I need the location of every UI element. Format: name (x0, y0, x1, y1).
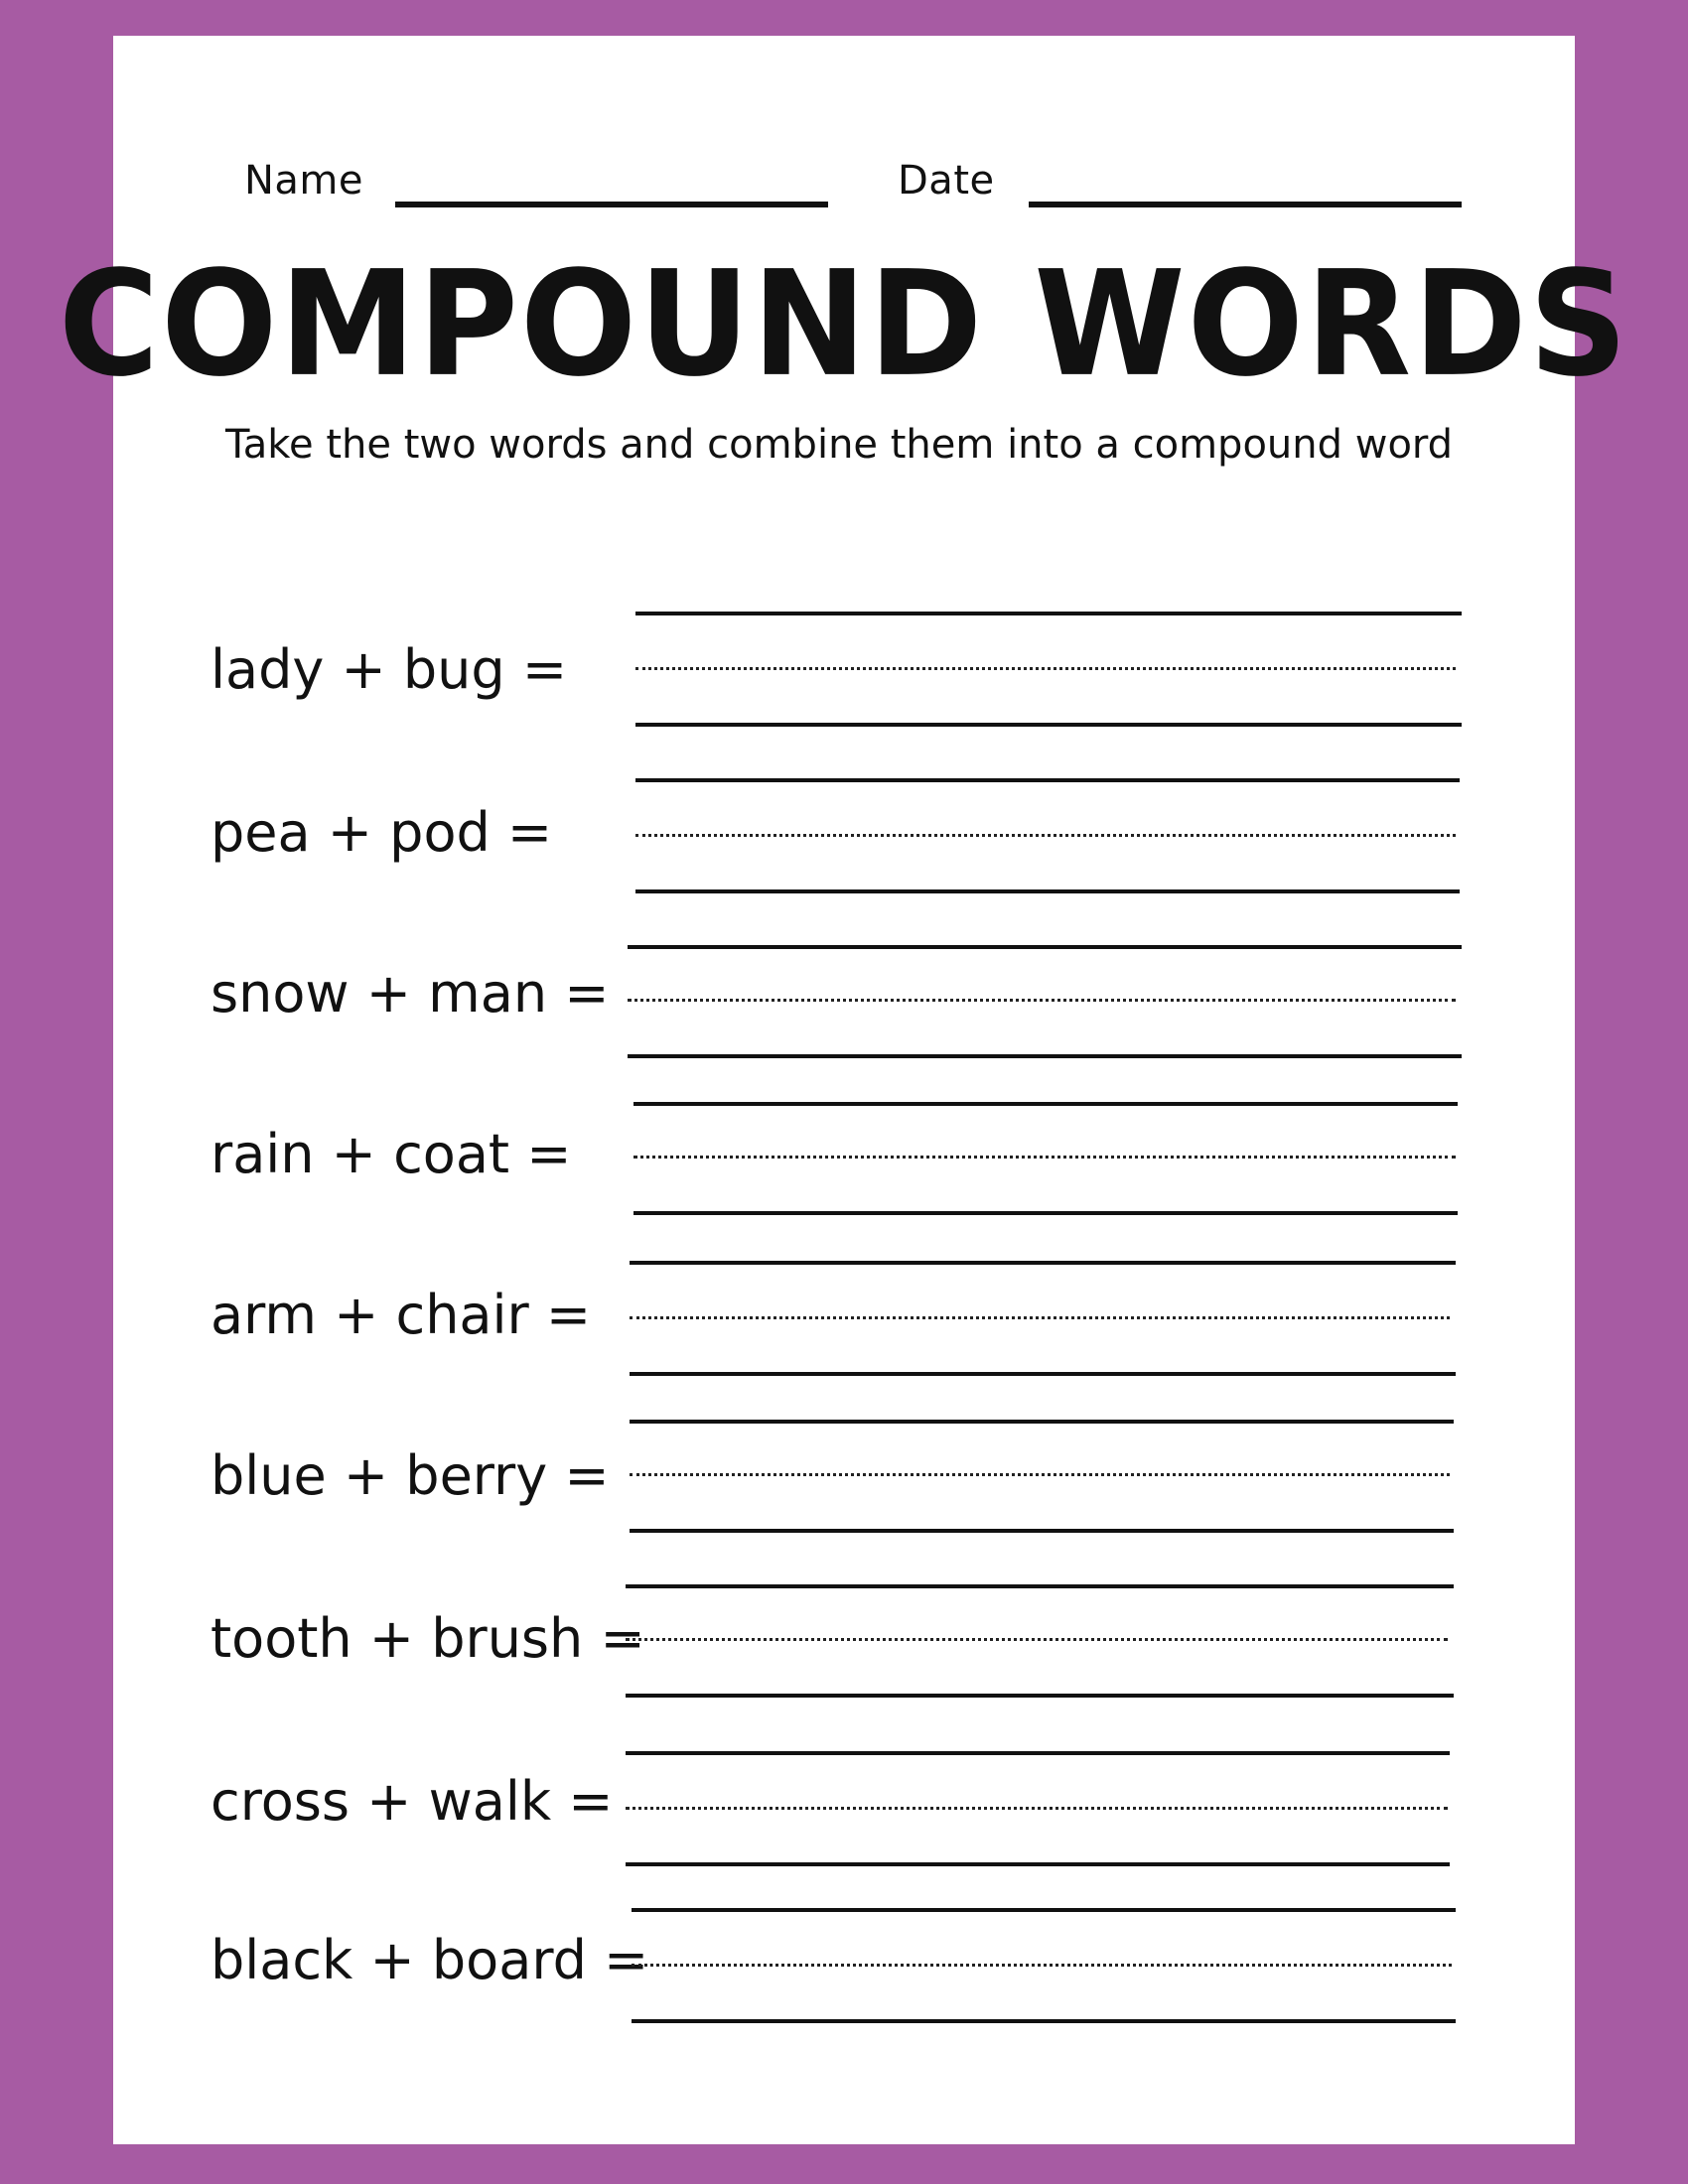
problem-row-2 (0, 774, 1688, 893)
answer-line-top (630, 1420, 1454, 1424)
answer-line-dotted (635, 667, 1456, 670)
answer-line-top (630, 1261, 1456, 1265)
equation-text: arm + chair = (211, 1284, 592, 1346)
page-title: COMPOUND WORDS (58, 239, 1630, 409)
date-field[interactable] (1029, 202, 1462, 207)
answer-line-top (626, 1751, 1450, 1755)
answer-line-top (626, 1584, 1454, 1588)
equation-text: snow + man = (211, 962, 610, 1024)
answer-field[interactable] (628, 1054, 1462, 1058)
problem-row-5 (0, 1257, 1688, 1376)
problem-row-1 (0, 608, 1688, 727)
answer-field[interactable] (633, 1211, 1458, 1215)
answer-line-dotted (630, 1473, 1450, 1476)
answer-line-top (635, 778, 1460, 782)
answer-field[interactable] (630, 1372, 1456, 1376)
equation-text: cross + walk = (211, 1770, 614, 1833)
answer-line-dotted (632, 1964, 1452, 1967)
answer-field[interactable] (626, 1862, 1450, 1866)
equation-text: lady + bug = (211, 638, 568, 701)
answer-field[interactable] (635, 723, 1462, 727)
name-field[interactable] (395, 202, 828, 207)
problem-row-7 (0, 1580, 1688, 1700)
date-label: Date (898, 158, 995, 204)
problem-row-3 (0, 941, 1688, 1060)
answer-line-dotted (635, 834, 1456, 837)
problem-row-4 (0, 1098, 1688, 1217)
answer-field[interactable] (635, 889, 1460, 893)
problem-row-6 (0, 1416, 1688, 1535)
equation-text: rain + coat = (211, 1123, 572, 1185)
answer-field[interactable] (626, 1694, 1454, 1698)
equation-text: pea + pod = (211, 801, 553, 864)
answer-line-top (628, 945, 1462, 949)
answer-field[interactable] (632, 2019, 1456, 2023)
equation-text: blue + berry = (211, 1444, 610, 1507)
answer-line-dotted (630, 1316, 1450, 1319)
answer-line-dotted (626, 1638, 1448, 1641)
answer-line-top (635, 612, 1462, 615)
answer-field[interactable] (630, 1529, 1454, 1533)
answer-line-dotted (633, 1156, 1456, 1159)
problem-row-8 (0, 1749, 1688, 1868)
answer-line-dotted (628, 999, 1456, 1002)
name-label: Name (244, 158, 364, 204)
equation-text: tooth + brush = (211, 1607, 645, 1670)
instructions-text: Take the two words and combine them into a compound word (224, 422, 1454, 468)
answer-line-top (633, 1102, 1458, 1106)
answer-line-top (632, 1908, 1456, 1912)
answer-line-dotted (626, 1807, 1448, 1810)
problem-row-9 (0, 1906, 1688, 2025)
equation-text: black + board = (211, 1929, 649, 1991)
